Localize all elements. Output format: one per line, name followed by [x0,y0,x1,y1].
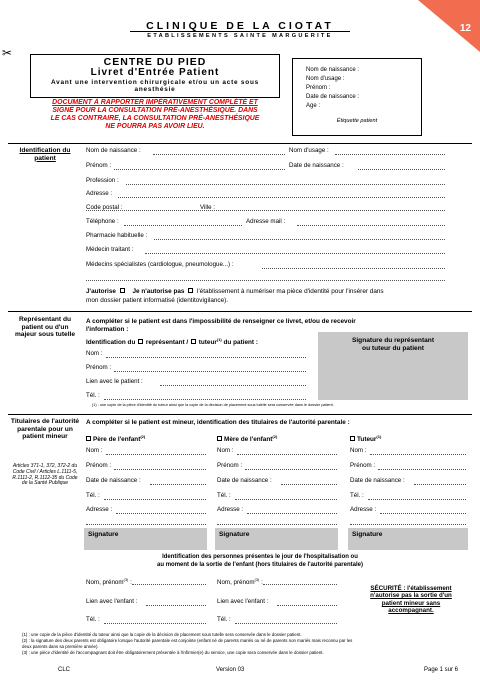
box-title1: CENTRE DU PIED [103,56,207,68]
representant-ident [86,337,258,346]
footer-right: Page 1 sur 6 [424,667,459,673]
pere-nom-field[interactable] [106,454,206,455]
patient-date-naissance-field[interactable] [358,169,445,170]
page-number: 12 [459,23,471,34]
representant-lien-label: Lien avec le patient : [86,378,143,385]
presente2-lien-field[interactable] [277,605,337,606]
pere-adresse-label: Adresse : [86,506,113,513]
warning-line-3: LE CAS CONTRAIRE, LA CONSULTATION PRÉ-ANESTHÉSIQUE [50,115,260,123]
ident-end: du patient : [223,339,258,347]
securite-line-4: accompagnant. [388,607,434,615]
mere-prenom-label: Prénom : [217,462,243,469]
pere-date-label: Date de naissance : [86,477,141,484]
securite-notice [352,585,470,615]
patient-pharmacie-field[interactable] [154,239,445,240]
patient-nom-usage-label: Nom d'usage : [289,147,329,154]
patient-profession-field[interactable] [126,184,445,185]
warning-line-4: NE POURRA PAS AVOIR LIEU. [105,123,205,131]
pere-checkbox[interactable] [86,436,91,441]
pere-prenom-label: Prénom : [86,462,112,469]
label-etiquette: Étiquette patient [336,118,378,124]
label-nom-naissance: Nom de naissance : [306,67,360,73]
tuteur-nom-field[interactable] [370,454,466,455]
pere-tel-label: Tél. : [86,492,100,499]
label-prenom: Prénom : [306,85,331,91]
representant-lien-field[interactable] [160,385,306,386]
patient-mail-field[interactable] [297,225,445,226]
mere-adresse-label: Adresse : [217,506,244,513]
patient-adresse-field-2[interactable] [86,210,445,211]
patient-code-postal-label: Code postal : [86,204,123,211]
patient-nom-naissance-field[interactable] [153,154,285,155]
warning-line-2: SIGNÉ POUR LA CONSULTATION PRÉ-ANESTHÉSIQUE. DANS [52,107,258,115]
tuteur-adresse-label: Adresse : [350,506,377,513]
label-box-fields [306,66,359,111]
mere-prenom-field[interactable] [245,469,337,470]
presente1-nom-field[interactable] [132,584,206,585]
ident-sup: (1) [216,337,222,342]
patient-nom-naissance-label: Nom de naissance : [86,147,141,154]
mere-signature-box[interactable]: Signature [215,528,338,550]
presente2-sup: (3) [254,577,260,582]
representant-intro-2: l'information : [86,326,129,333]
representant-section-title: Représentant du patient ou d'un majeur sous tutelle [14,316,76,339]
clinic-name: CLINIQUE DE LA CIOTAT [146,20,334,32]
pere-signature-box[interactable]: Signature [84,528,207,550]
tuteur-text: Tuteur [357,436,377,444]
patient-date-naissance-label: Date de naissance : [289,162,344,169]
presente1-tel-field[interactable] [104,623,206,624]
tuteur-adresse-field-2[interactable] [350,524,466,525]
autorise-pas-label: Je n'autorise pas [132,288,185,295]
mere-checkbox[interactable] [217,436,222,441]
footer-left: CLC [58,667,71,673]
divider-3 [8,414,472,415]
mere-nom-field[interactable] [237,454,337,455]
presente1-sup: (3) [123,577,129,582]
label-date-naissance: Date de naissance : [306,94,360,100]
representant-tel-label: Tél. : [86,392,100,399]
patient-specialistes-field-2[interactable] [86,280,445,281]
tuteur-date-label: Date de naissance : [350,477,405,484]
patient-medecin-label: Médecin traitant : [86,246,134,253]
box-title2: Livret d'Entrée Patient [90,67,220,78]
presente1-nom-label: Nom, prénom$^{(3)}$ : [86,577,132,587]
footnote-3: (3) : une pièce d'identité de l'accompagnant doit être obligatoirement présentée à l'infirmier(e) du service, une copie sera conservée dans le dossier patient. [22,650,324,655]
tuteur-checkbox[interactable] [191,339,196,344]
presente1-tel-label: Tél. : [86,616,100,623]
mere-adresse-field-2[interactable] [217,524,337,525]
pere-text: Père de l'enfant [93,436,141,444]
representant-nom-field[interactable] [106,357,306,358]
presente1-nom-text: Nom, prénom [86,579,124,587]
pere-tel-field[interactable] [104,499,206,500]
presentes-title [110,554,410,569]
mere-text: Mère de l'enfant [224,436,273,444]
tuteur-label [350,434,381,443]
presente2-tel-label: Tél. : [217,616,231,623]
presente1-lien-field[interactable] [146,605,206,606]
presentes-title-2: au moment de la sortie de l'enfant (hors titulaires de l'autorité parentale) [157,561,363,568]
autorise-checkbox[interactable] [120,288,125,293]
tuteur-signature-box[interactable]: Signature [348,528,468,550]
patient-telephone-label: Téléphone : [86,218,119,225]
pere-adresse-field[interactable] [116,513,206,514]
pere-label [86,434,145,443]
mere-label [217,434,277,443]
box-subtitle: Avant une intervention chirurgicale et/ou un acte sous anesthésie [50,79,260,94]
patient-medecin-field[interactable] [145,253,445,254]
tuteur-nom-label: Nom : [350,447,367,454]
securite-line-2: n'autorise pas la sortie d'un [370,592,452,600]
footnote-2b: deux parents dans sa première année). [22,644,99,649]
mere-adresse-field[interactable] [247,513,337,514]
patient-ville-label: Ville : [200,204,216,211]
presente2-nom-label: Nom, prénom$^{(3)}$ : [217,577,263,587]
patient-mail-label: Adresse mail : [246,218,286,225]
representant-checkbox[interactable] [138,339,143,344]
autorise-text: l'établissement à numériser ma pièce d'identité pour l'insérer dans [197,288,384,295]
pere-date-field[interactable] [150,484,206,485]
tuteur-tel-field[interactable] [368,499,466,500]
representant-note: (1) : une copie de la pièce d'identité du tuteur ainsi que la copie de la décision de placement sous tutelle sera conservée dans le dossier patient. [92,403,334,407]
clinic-underline [130,31,350,32]
patient-prenom-field[interactable] [114,169,285,170]
tuteur-tel-label: Tél. : [350,492,364,499]
presentes-title-1: Identification des personnes présentes le jour de l'hospitalisation ou [162,554,358,560]
label-age: Age : [306,103,321,109]
mere-tel-label: Tél. : [217,492,231,499]
ident-rep: représentant / [145,339,189,347]
tuteur-sup: (1) [376,434,382,439]
tuteur-prenom-label: Prénom : [350,462,376,469]
patient-profession-label: Profession : [86,177,119,184]
patient-telephone-field[interactable] [124,225,242,226]
mere-nom-label: Nom : [217,447,234,454]
pere-adresse-field-2[interactable] [86,524,206,525]
ident-label: Identification du [86,339,136,347]
representant-prenom-label: Prénom : [86,364,112,371]
representant-signature-label [318,337,468,353]
tuteur-prenom-field[interactable] [378,469,466,470]
autorise-pas-checkbox[interactable] [188,288,193,293]
warning-line-1: DOCUMENT À RAPPORTER IMPÉRATIVEMENT COMPLÉTÉ ET [52,99,258,106]
representant-tel-field[interactable] [104,399,306,400]
divider-2 [8,311,472,312]
sig-line-1: Signature du représentant [351,337,435,344]
patient-adresse-label: Adresse : [86,190,113,197]
patient-pharmacie-label: Pharmacie habituelle : [86,232,148,239]
footnote-2a: (2) : la signature des deux parents est obligatoire lorsque l'autorité parentale est conjointe (enfant né de parents mariés ou né de parents non mariés mais reconnu par les [22,638,353,643]
mere-sup: (2) [272,434,278,439]
label-nom-usage: Nom d'usage : [306,76,345,82]
autorise-label: J'autorise [86,288,116,295]
patient-section-title: Identification du patient [19,147,71,162]
autorise-text-2: mon dossier patient informatisé (identitovigilance). [86,297,229,304]
tuteur-date-field[interactable] [414,484,466,485]
patient-prenom-label: Prénom : [86,162,112,169]
pere-sup: (2) [140,434,146,439]
mere-date-label: Date de naissance : [217,477,272,484]
autorise-line [86,288,384,295]
pere-prenom-field[interactable] [114,469,206,470]
representant-prenom-field[interactable] [114,371,306,372]
patient-specialistes-label: Médecins spécialistes (cardiologue, pneumologue...) : [86,261,234,268]
representant-intro-1: A compléter si le patient est dans l'impossibilité de renseigner ce livret, et/ou de recevoir [86,318,356,325]
titulaires-section-title: Titulaires de l'autorité parentale pour un patient mineur [10,418,80,441]
scissors-icon: ✂ [2,46,13,60]
representant-nom-label: Nom : [86,350,103,357]
ident-tuteur: tuteur [198,339,217,347]
patient-specialistes-field[interactable] [262,268,445,269]
securite-line-3: patient mineur sans [381,599,441,607]
footnote-1: (1) : une copie de la pièce d'identité du tuteur ainsi que la copie de la décision de placement sous tutelle sera conservée dans le dossier patient. [22,632,302,637]
presente2-tel-field[interactable] [235,623,337,624]
clinic-subname: ETABLISSEMENTS SAINTE MARGUERITE [147,33,333,39]
pere-nom-label: Nom : [86,447,103,454]
patient-adresse-field[interactable] [118,197,445,198]
presente2-nom-field[interactable] [263,584,337,585]
securite-line-1: SÉCURITÉ : l'établissement [370,585,452,592]
patient-nom-usage-field[interactable] [335,154,445,155]
titulaires-intro: A compléter si le patient est mineur, identification des titulaires de l'autorité parentale : [86,419,350,426]
tuteur-adresse-field[interactable] [380,513,466,514]
titulaires-articles: Articles 371-1, 372, 372-2 du Code Civil / Articles L.1111-5, R.1111-2, R.1112-35 du Code de la Santé Publique [12,463,78,487]
footer-center: Version 03 [216,667,245,673]
mere-date-field[interactable] [281,484,337,485]
mere-tel-field[interactable] [235,499,337,500]
sig-line-2: ou tuteur du patient [362,344,424,352]
tuteur-checkbox-2[interactable] [350,436,355,441]
divider-1 [8,143,472,144]
presente2-lien-label: Lien avec l'enfant : [217,598,269,605]
warning-text [26,99,284,132]
presente2-nom-text: Nom, prénom [217,579,255,587]
presente1-lien-label: Lien avec l'enfant : [86,598,138,605]
